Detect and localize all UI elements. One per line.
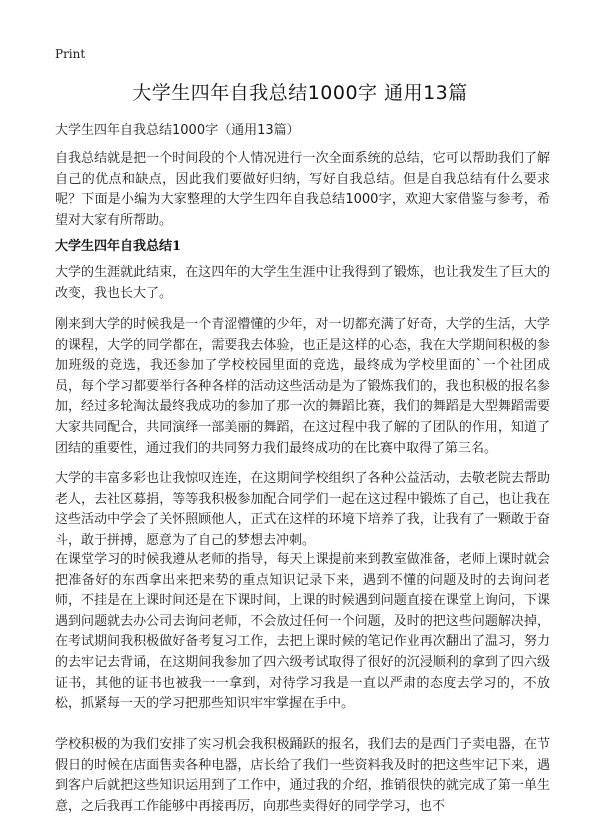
- body-paragraph-1: 大学的生涯就此结束，在这四年的大学生生涯中让我得到了锻炼，也让我发生了巨大的改变，我也长大了。: [55, 265, 550, 301]
- document-subtitle: 大学生四年自我总结1000字（通用13篇）: [55, 123, 300, 138]
- body-paragraph-2: 刚来到大学的时候我是一个青涩懵懂的少年，对一切都充满了好奇，大学的生活，大学的课程，大学的同学都在，需要我去体验，也正是这样的心态，我在大学期间积极的参加班级的竞选，我还参加了学校校园里面的竞选，最终成为学校里面的`一个社团成员，每个学习都要举行各种各样的活动这些活动是为了锻炼我们的，我也积极的报名参加，经过多轮淘汰最终我成功的参加了那一次的舞蹈比赛，我们的舞蹈是大型舞蹈需要大家共同配合，共同演绎一部美丽的舞蹈，在这过程中我了解的了团队的作用，知道了团结的重要性，通过我们的共同努力我们最终成功的在比赛中取得了第三名。: [55, 317, 550, 456]
- print-link[interactable]: Print: [55, 47, 86, 61]
- page-title: 大学生四年自我总结1000字 通用13篇: [132, 82, 468, 104]
- section-heading: 大学生四年自我总结1: [55, 239, 182, 254]
- body-paragraph-3: 大学的丰富多彩也让我惊叹连连，在这期间学校组织了各种公益活动，去敬老院去帮助老人，去社区募捐，等等我积极参加配合同学们一起在这过程中锻炼了自己，也让我在这些活动中学会了关怀照顾他人，正式在这样的环境下培养了我，让我有了一颗敢于奋斗，敢于拼搏，愿意为了自己的梦想去冲刺。: [55, 471, 550, 548]
- intro-paragraph: 自我总结就是把一个时间段的个人情况进行一次全面系统的总结，它可以帮助我们了解自己的优点和缺点，因此我们要做好归纳，写好自我总结。但是自我总结有什么要求呢？下面是小编为大家整理的大学生四年自我总结1000字，欢迎大家借鉴与参考，希望对大家有所帮助。: [55, 151, 550, 228]
- body-paragraph-5: 学校积极的为我们安排了实习机会我积极踊跃的报名，我们去的是西门子卖电器，在节假日的时候在店面售卖各种电器，店长给了我们一些资料我及时的把这些牢记下来，遇到客户后就把这些知识运用到了工作中，通过我的介绍，推销很快的就完成了第一单生意，之后我再工作能够中再接再厉，向那些卖得好的同学学习，也不: [55, 737, 550, 814]
- body-paragraph-4: 在课堂学习的时候我遵从老师的指导，每天上课提前来到教室做准备，老师上课时就会把准备好的东西拿出来把来势的重点知识记录下来，遇到不懂的问题及时的去询问老师，不挂是在上课时间还是在下课时间，上课的时候遇到问题直接在课堂上询问，下课遇到问题就去办公司去询问老师，不会放过任何一个问题，及时的把这些问题解决掉，在考试期间我积极做好备考复习工作，去把上课时候的笔记作业再次翻出了温习，努力的去牢记去背诵，在这期间我参加了四六级考试取得了很好的沉浸顺利的拿到了四六级证书，其他的证书也被我一一拿到，对待学习我是一直以严肃的态度去学习的，不放松，抓紧每一天的学习把那些知识牢牢掌握在手中。: [55, 552, 550, 712]
